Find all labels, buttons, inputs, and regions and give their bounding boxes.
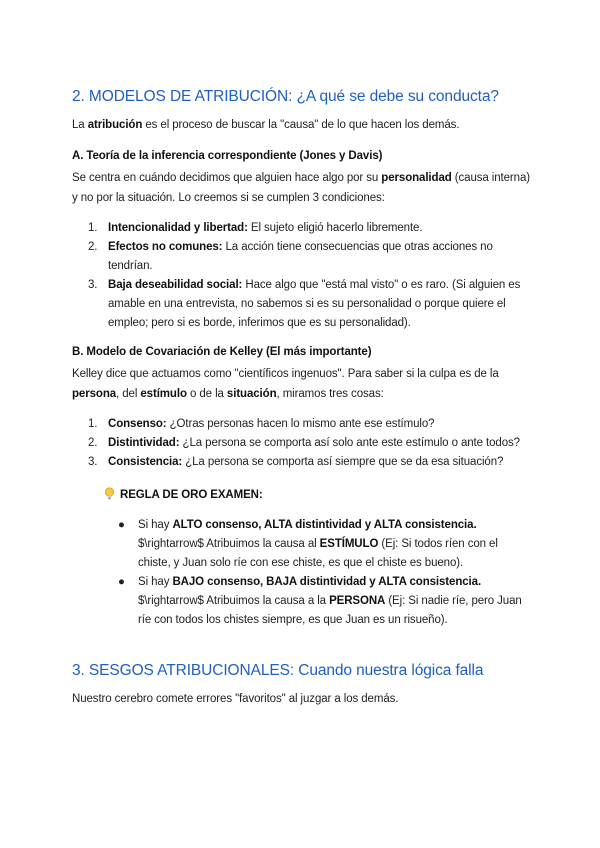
section-3-heading: 3. SESGOS ATRIBUCIONALES: Cuando nuestra lógica falla — [72, 662, 484, 679]
section-2-heading: 2. MODELOS DE ATRIBUCIÓN: ¿A qué se debe su conducta? — [72, 88, 499, 105]
list-item: 1. Consenso: ¿Otras personas hacen lo mismo ante ese estímulo? — [88, 418, 435, 430]
kelley-criteria-list — [72, 415, 532, 472]
golden-rule-list — [104, 516, 524, 630]
subsection-a-title: A. Teoría de la inferencia correspondiente (Jones y Davis) — [72, 150, 383, 162]
jones-davis-conditions-list — [72, 219, 532, 333]
list-item: 3. Consistencia: ¿La persona se comporta así siempre que se da esa situación? — [88, 456, 504, 468]
list-item: 2. Distintividad: ¿La persona se comporta así solo ante este estímulo o ante todos? — [88, 437, 520, 449]
subsection-b-paragraph: Kelley dice que actuamos como "científicos ingenuos". Para saber si la culpa es de la persona, del estímulo o de la situación, miramos tres cosas: — [72, 368, 499, 400]
list-item: 3. Baja deseabilidad social: Hace algo que "está mal visto" o es raro. (Si alguien es amable en una entrevista, no sabemos si es su personalidad o porque quiere el empleo; pero si es borde, inferimos que es su personalidad). — [88, 279, 521, 329]
subsection-a-paragraph: Se centra en cuándo decidimos que alguien hace algo por su personalidad (causa interna) y no por la situación. Lo creemos si se cumplen 3 condiciones: — [72, 172, 530, 204]
subsection-b-title: B. Modelo de Covariación de Kelley (El más importante) — [72, 346, 372, 358]
list-item: ● Si hay BAJO consenso, BAJA distintividad y ALTA consistencia. $\rightarrow$ Atribuimos la causa a la PERSONA (Ej: Si nadie ríe, pero Juan ríe con todos los chistes siempre, es que Juan es un risueño). — [118, 576, 522, 626]
list-item: 1. Intencionalidad y libertad: El sujeto eligió hacerlo libremente. — [88, 222, 423, 234]
golden-rule-title: REGLA DE ORO EXAMEN: — [104, 487, 263, 501]
lightbulb-icon — [104, 487, 116, 501]
section-2-intro: La atribución es el proceso de buscar la "causa" de lo que hacen los demás. — [72, 119, 460, 131]
list-item: ● Si hay ALTO consenso, ALTA distintividad y ALTA consistencia. $\rightarrow$ Atribuimos la causa al ESTÍMULO (Ej: Si todos ríen con el chiste, y Juan solo ríe con ese chiste, es que el chiste es bueno). — [118, 519, 498, 569]
list-item: 2. Efectos no comunes: La acción tiene consecuencias que otras acciones no tendrían. — [88, 241, 493, 272]
section-3-intro: Nuestro cerebro comete errores "favoritos" al juzgar a los demás. — [72, 693, 399, 705]
